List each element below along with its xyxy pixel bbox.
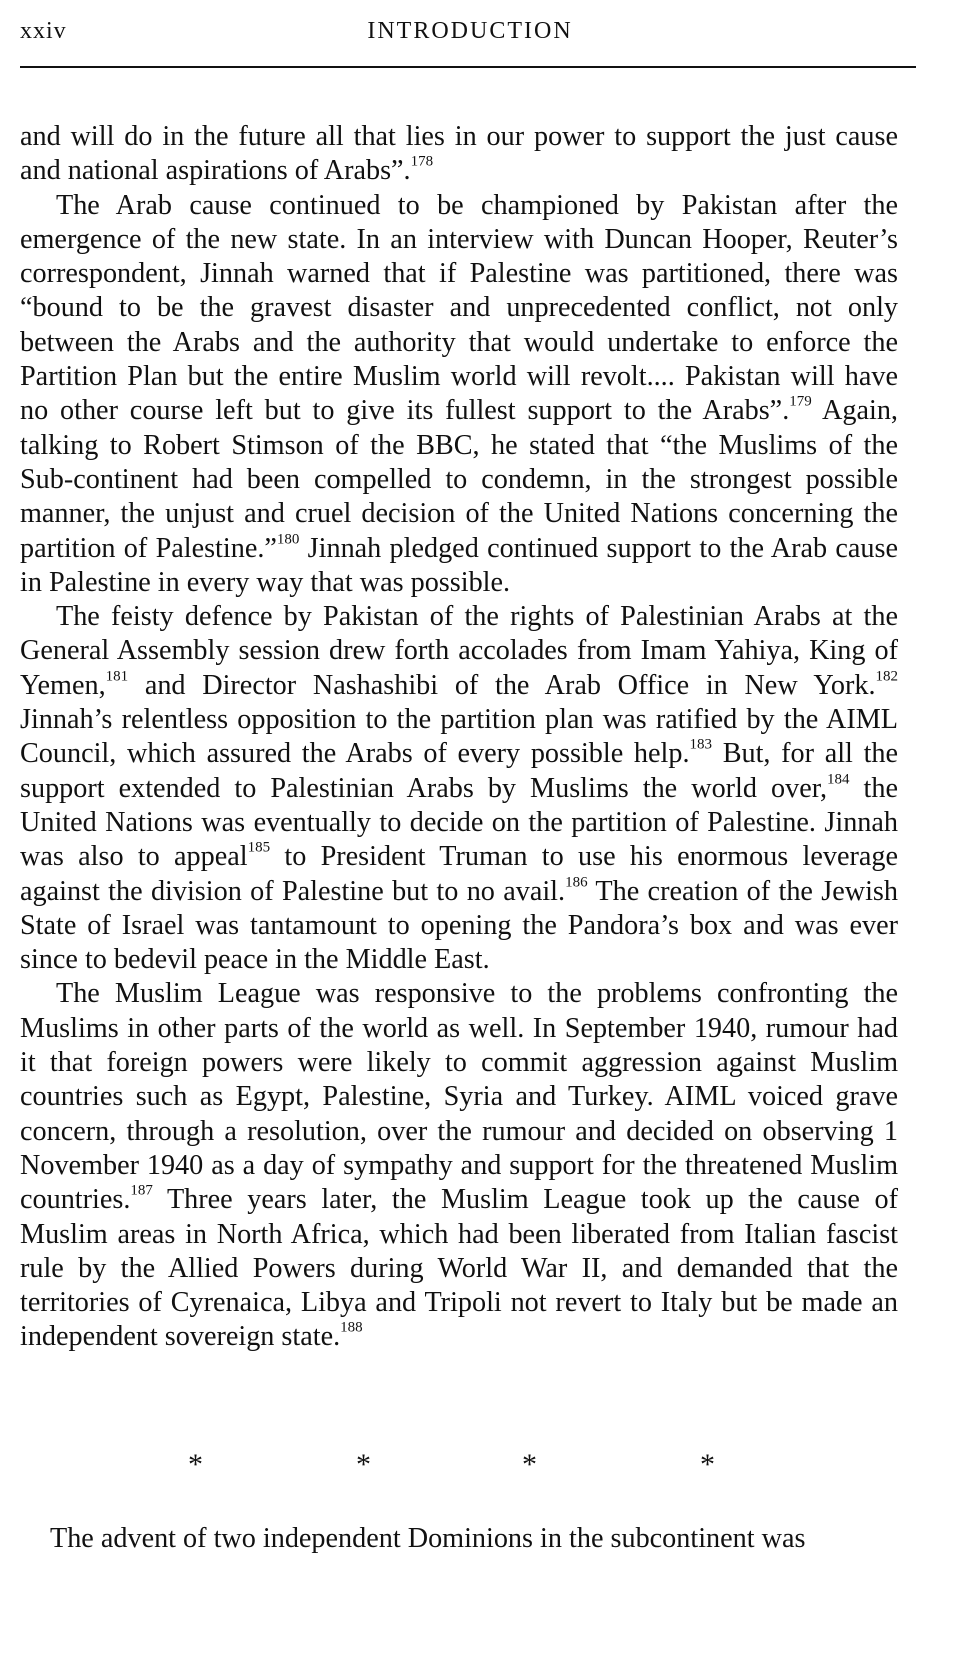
footnote-marker: 187	[130, 1182, 153, 1199]
footnote-marker: 183	[689, 736, 712, 753]
text-run: the United Nations was eventually to decide on the partition of Palestine. Jinnah was also to appeal	[20, 772, 898, 873]
footnote-marker: 178	[410, 153, 434, 170]
paragraph	[20, 977, 898, 1354]
separator-asterisk: *	[356, 1448, 371, 1481]
text-run: and will do in the future all that lies in our power to support the just cause and national aspirations of Arabs”.	[20, 121, 898, 187]
text-run: The Arab cause continued to be championed by Pakistan after the emergence of the new state. In an interview with Duncan Hooper, Reuter’s correspondent, Jinnah warned that if Palestine was partitioned, there was “bound to be the gravest disaster and unprecedented conflict, not only between the Arabs and the authority that would undertake to enforce the Partition Plan but the entire Muslim world will revolt.... Pakistan will have no other course left but to give its fullest support to the Arabs”.	[20, 189, 898, 427]
separator-asterisk: *	[700, 1448, 715, 1481]
page-header	[20, 14, 920, 50]
footnote-marker: 182	[875, 668, 898, 685]
footnote-marker: 184	[827, 771, 850, 788]
footnote-marker: 185	[247, 839, 271, 856]
footnote-marker: 179	[789, 393, 812, 410]
page-number: xxiv	[20, 18, 67, 44]
separator-asterisk: *	[188, 1448, 203, 1481]
text-run: Again, talking to Robert Stimson of the BBC, he stated that “the Muslims of the Sub-continent had been compelled to condemn, in the strongest possible manner, the unjust and cruel decision of the United Nations concerning the partition of Palestine.”	[20, 395, 898, 564]
footnote-marker: 188	[340, 1319, 363, 1336]
text-run: to President Truman to use his enormous leverage against the division of Palestine but to no avail.	[20, 841, 898, 907]
text-run: The creation of the Jewish State of Israel was tantamount to opening the Pandora’s box and was ever since to bedevil peace in the Middle East.	[20, 875, 898, 976]
footnote-marker: 181	[105, 668, 129, 685]
separator-asterisk: *	[522, 1448, 537, 1481]
body-text	[20, 120, 898, 1355]
text-run: and Director Nashashibi of the Arab Office in New York.	[128, 669, 876, 701]
text-run: Three years later, the Muslim League took up the cause of Muslim areas in North Africa, which had been liberated from Italian fascist rule by the Allied Powers during World War II, and demanded that the territories of Cyrenaica, Libya and Tripoli not revert to Italy but be made an independent sovereign state.	[20, 1184, 898, 1353]
footnote-marker: 186	[565, 874, 588, 891]
running-head: INTRODUCTION	[367, 18, 573, 44]
paragraph	[20, 120, 898, 189]
paragraph	[20, 189, 898, 601]
header-rule	[20, 66, 916, 68]
section-separator	[20, 1448, 898, 1488]
paragraph	[20, 600, 898, 977]
closing-line: The advent of two independent Dominions in the subcontinent was	[50, 1523, 806, 1554]
text-run: The feisty defence by Pakistan of the rights of Palestinian Arabs at the General Assembly session drew forth accolades from Imam Yahiya, King of Yemen,	[20, 601, 898, 701]
text-run: The Muslim League was responsive to the problems confronting the Muslims in other parts of the world as well. In September 1940, rumour had it that foreign powers were likely to commit aggression against Muslim countries such as Egypt, Palestine, Syria and Turkey. AIML voiced grave concern, through a resolution, over the rumour and decided on observing 1 November 1940 as a day of sympathy and support for the threatened Muslim countries.	[20, 978, 898, 1216]
text-run: But, for all the support extended to Palestinian Arabs by Muslims the world over,	[20, 738, 899, 804]
footnote-marker: 180	[276, 531, 300, 548]
text-run: Jinnah pledged continued support to the Arab cause in Palestine in every way that was possible.	[20, 532, 898, 598]
text-run: Jinnah’s relentless opposition to the partition plan was ratified by the AIML Council, which assured the Arabs of every possible help.	[20, 704, 898, 770]
